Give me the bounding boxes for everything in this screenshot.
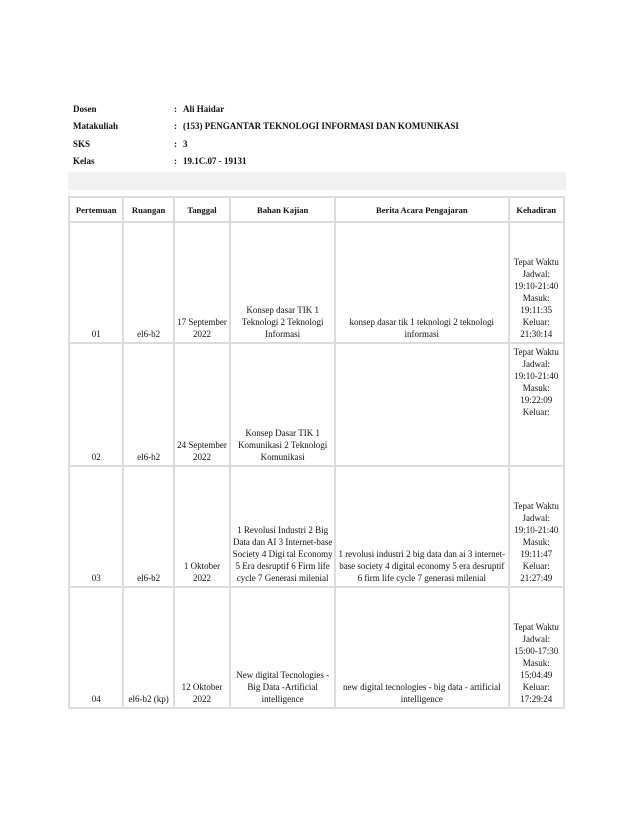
attendance-table (68, 196, 565, 709)
cell-pertemuan: 01 (70, 223, 122, 342)
cell-kehadiran: Tepat Waktu Jadwal: 19:10-21:40 Masuk: 19:11:47 Keluar: 21:27:49 (510, 467, 564, 586)
info-label: SKS (73, 138, 91, 149)
header-kehadiran: Kehadiran (510, 198, 564, 221)
cell-berita-acara: new digital tecnologies - big data - artificial intelligence (336, 588, 507, 707)
table-row (70, 344, 563, 465)
cell-bahan-kajian: 1 Revolusi Industri 2 Big Data dan AI 3 Internet-base Society 4 Digi tal Economy 5 Era desruptif 6 Firm life cycle 7 Generasi milenial (231, 467, 334, 586)
info-row-kelas (73, 153, 567, 171)
header-tanggal: Tanggal (175, 198, 229, 221)
cell-ruangan: el6-b2 (124, 223, 172, 342)
cell-pertemuan: 02 (70, 344, 122, 465)
cell-tanggal: 17 September 2022 (175, 223, 229, 342)
cell-bahan-kajian: Konsep dasar TIK 1 Teknologi 2 Teknologi Informasi (231, 223, 334, 342)
cell-ruangan: el6-b2 (124, 467, 172, 586)
cell-tanggal: 12 Oktober 2022 (175, 588, 229, 707)
cell-pertemuan: 03 (70, 467, 122, 586)
info-value: (153) PENGANTAR TEKNOLOGI INFORMASI DAN KOMUNIKASI (183, 121, 459, 132)
cell-bahan-kajian: Konsep Dasar TIK 1 Komunikasi 2 Teknologi Komunikasi (231, 344, 334, 465)
info-label: Matakuliah (73, 121, 119, 132)
table-row (70, 467, 563, 586)
cell-ruangan: el6-b2 (124, 344, 172, 465)
cell-kehadiran: Tepat Waktu Jadwal: 19:10-21:40 Masuk: 19:22:09 Keluar: (510, 344, 564, 465)
info-label: Dosen (73, 103, 97, 114)
info-value: 3 (183, 138, 188, 149)
cell-tanggal: 1 Oktober 2022 (175, 467, 229, 586)
info-row-sks (73, 135, 567, 153)
cell-berita-acara (336, 344, 507, 465)
info-colon: : (174, 138, 177, 149)
info-row-dosen (73, 100, 567, 118)
table-row (70, 223, 563, 342)
cell-tanggal: 24 September 2022 (175, 344, 229, 465)
cell-bahan-kajian: New digital Tecnologies -Big Data -Artificial intelligence (231, 588, 334, 707)
header-ruangan: Ruangan (124, 198, 172, 221)
cell-ruangan: el6-b2 (kp) (124, 588, 172, 707)
info-colon: : (174, 103, 177, 114)
cell-berita-acara: 1 revolusi industri 2 big data dan ai 3 internet-base society 4 digital economy 5 era desruptif 6 firm life cycle 7 generasi milenial (336, 467, 507, 586)
table-header-row (70, 198, 563, 221)
header-berita-acara: Berita Acara Pengajaran (336, 198, 507, 221)
cell-berita-acara: konsep dasar tik 1 teknologi 2 teknologi informasi (336, 223, 507, 342)
info-colon: : (174, 121, 177, 132)
header-bahan-kajian: Bahan Kajian (231, 198, 334, 221)
table-row (70, 588, 563, 707)
cell-kehadiran: Tepat Waktu Jadwal: 19:10-21:40 Masuk: 19:11:35 Keluar: 21:30:14 (510, 223, 564, 342)
info-colon: : (174, 156, 177, 167)
info-value: Ali Haidar (183, 103, 225, 114)
info-row-matakuliah (73, 118, 567, 136)
cell-pertemuan: 04 (70, 588, 122, 707)
header-pertemuan: Pertemuan (70, 198, 122, 221)
info-value: 19.1C.07 - 19131 (183, 156, 247, 167)
info-label: Kelas (73, 156, 95, 167)
cell-kehadiran: Tepat Waktu Jadwal: 15:00-17:30 Masuk: 15:04:49 Keluar: 17:29:24 (510, 588, 564, 707)
separator-band (68, 172, 566, 190)
